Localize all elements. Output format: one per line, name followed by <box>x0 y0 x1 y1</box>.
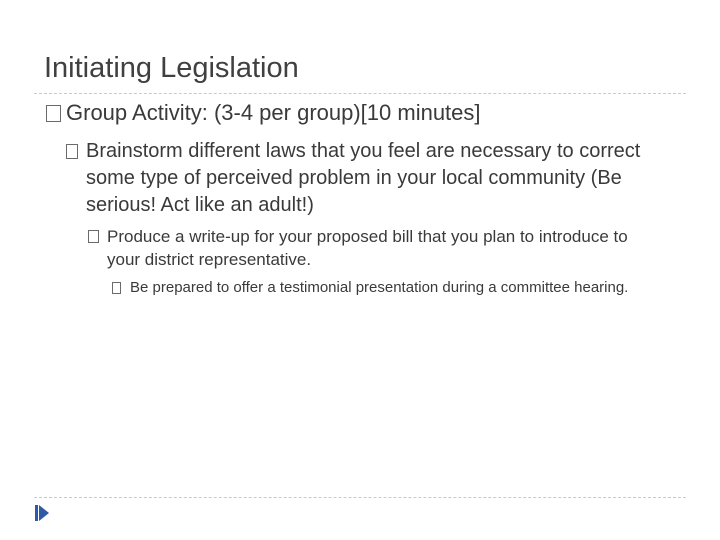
bullet-level-3 <box>88 225 637 271</box>
box-bullet-icon <box>66 144 78 159</box>
footer-divider <box>34 497 686 498</box>
bullet-text: Be prepared to offer a testimonial presentation during a committee hearing. <box>130 279 629 296</box>
nav-arrow-icon[interactable] <box>35 505 49 521</box>
bullet-level-4 <box>112 277 680 299</box>
box-bullet-icon <box>46 105 61 122</box>
slide-title: Initiating Legislation <box>44 52 299 84</box>
box-bullet-icon <box>112 282 121 294</box>
bullet-level-2 <box>66 138 656 219</box>
bullet-level-1 <box>46 98 686 128</box>
bullet-text: Brainstorm different laws that you feel are necessary to correct some type of perceived problem in your local community (Be serious! Act like an adult!) <box>86 140 641 216</box>
box-bullet-icon <box>88 230 99 243</box>
bullet-text: Produce a write-up for your proposed bill that you plan to introduce to your district representative. <box>107 227 628 269</box>
title-divider <box>34 93 686 94</box>
bullet-text: Group Activity: (3-4 per group)[10 minutes] <box>66 100 481 125</box>
